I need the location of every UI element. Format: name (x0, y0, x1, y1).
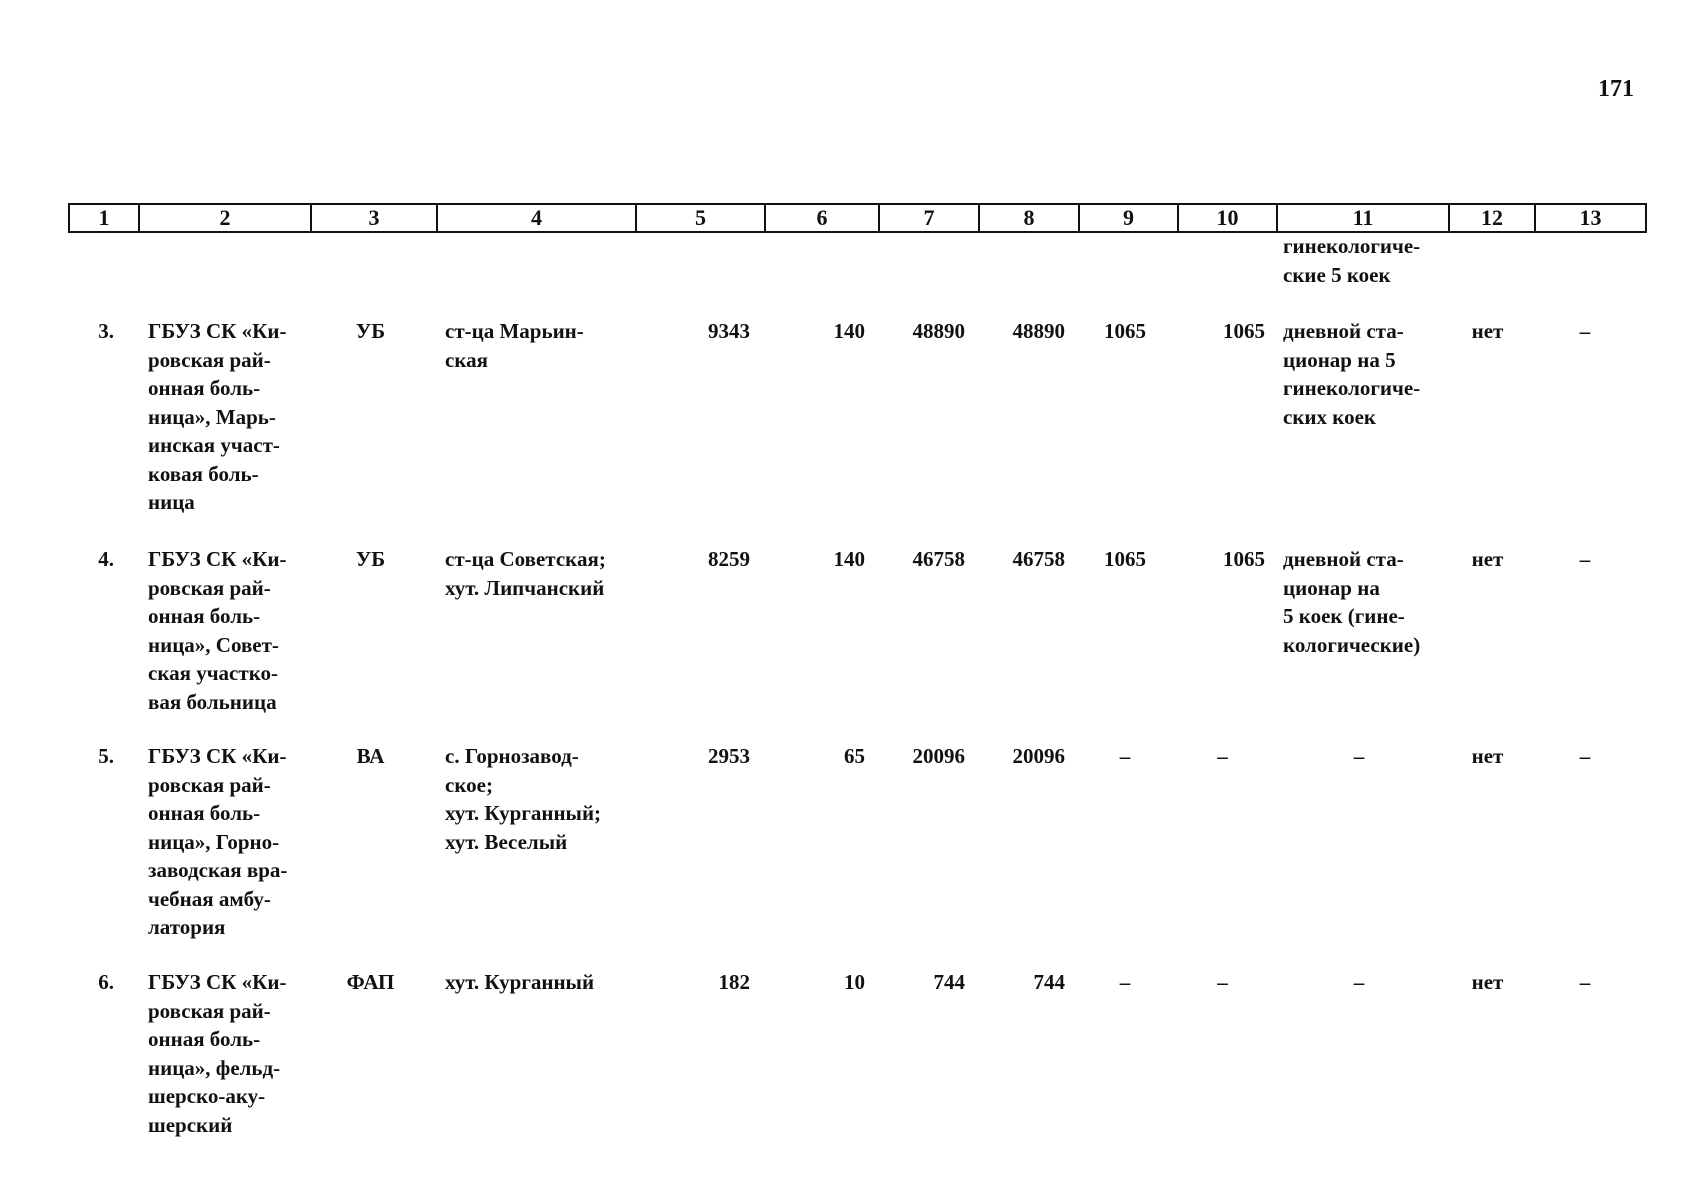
value-col12: нет (1471, 744, 1504, 768)
column-header: 9 (1079, 204, 1178, 232)
value-col9: 1065 (1104, 319, 1146, 343)
facility-type: ФАП (346, 970, 395, 994)
value-col6: 140 (833, 319, 865, 343)
value-col6: 10 (844, 970, 865, 994)
row-number: 6. (98, 970, 114, 994)
value-col9: – (1119, 970, 1131, 994)
column-header: 3 (311, 204, 437, 232)
value-col8: 46758 (1012, 547, 1065, 571)
value-col11: – (1353, 970, 1365, 994)
value-col8: 20096 (1012, 744, 1065, 768)
continuation-cell: гинекологиче- ские 5 коек (1283, 234, 1421, 287)
value-col7: 744 (933, 970, 965, 994)
column-header: 2 (139, 204, 311, 232)
value-col13: – (1579, 319, 1591, 343)
column-header: 13 (1535, 204, 1646, 232)
value-col11: дневной ста- ционар на 5 гинекологиче- ских коек (1283, 319, 1421, 429)
value-col8: 48890 (1012, 319, 1065, 343)
column-header: 4 (437, 204, 636, 232)
value-col12: нет (1471, 547, 1504, 571)
value-col5: 8259 (708, 547, 750, 571)
value-col11: – (1353, 744, 1365, 768)
institution-name: ГБУЗ СК «Ки- ровская рай- онная боль- ница», Совет- ская участко- вая больница (148, 547, 287, 714)
value-col7: 46758 (912, 547, 965, 571)
location: хут. Курганный (445, 970, 595, 994)
page-number: 171 (1598, 76, 1634, 102)
row-number: 4. (98, 547, 114, 571)
value-col11: дневной ста- ционар на 5 коек (гине- кологические) (1283, 547, 1421, 657)
value-col13: – (1579, 547, 1591, 571)
value-col5: 182 (718, 970, 750, 994)
column-header: 10 (1178, 204, 1277, 232)
column-header: 7 (879, 204, 979, 232)
column-header: 12 (1449, 204, 1535, 232)
column-header: 1 (69, 204, 139, 232)
column-header: 6 (765, 204, 879, 232)
facility-type: УБ (355, 319, 386, 343)
value-col7: 20096 (912, 744, 965, 768)
row-number: 3. (98, 319, 114, 343)
column-header: 8 (979, 204, 1079, 232)
value-col13: – (1579, 744, 1591, 768)
column-header-row (68, 203, 1647, 233)
value-col9: 1065 (1104, 547, 1146, 571)
value-col6: 65 (844, 744, 865, 768)
institution-name: ГБУЗ СК «Ки- ровская рай- онная боль- ница», Марь- инская участ- ковая боль- ница (148, 319, 287, 514)
value-col5: 9343 (708, 319, 750, 343)
value-col13: – (1579, 970, 1591, 994)
value-col9: – (1119, 744, 1131, 768)
value-col12: нет (1471, 970, 1504, 994)
value-col10: – (1217, 970, 1228, 994)
location: с. Горнозавод- ское; хут. Курганный; хут. Веселый (445, 744, 602, 854)
facility-type: УБ (355, 547, 386, 571)
institution-name: ГБУЗ СК «Ки- ровская рай- онная боль- ница», фельд- шерско-аку- шерский (148, 970, 287, 1137)
facility-type: ВА (356, 744, 385, 768)
value-col12: нет (1471, 319, 1504, 343)
institution-name: ГБУЗ СК «Ки- ровская рай- онная боль- ница», Горно- заводская вра- чебная амбу- латория (148, 744, 288, 939)
location: ст-ца Советская; хут. Липчанский (445, 547, 606, 600)
value-col7: 48890 (912, 319, 965, 343)
column-header: 11 (1277, 204, 1449, 232)
column-header: 5 (636, 204, 765, 232)
value-col8: 744 (1033, 970, 1065, 994)
value-col10: – (1217, 744, 1228, 768)
row-number: 5. (98, 744, 114, 768)
value-col5: 2953 (708, 744, 750, 768)
location: ст-ца Марьин- ская (445, 319, 584, 372)
value-col6: 140 (833, 547, 865, 571)
value-col10: 1065 (1223, 547, 1265, 571)
value-col10: 1065 (1223, 319, 1265, 343)
